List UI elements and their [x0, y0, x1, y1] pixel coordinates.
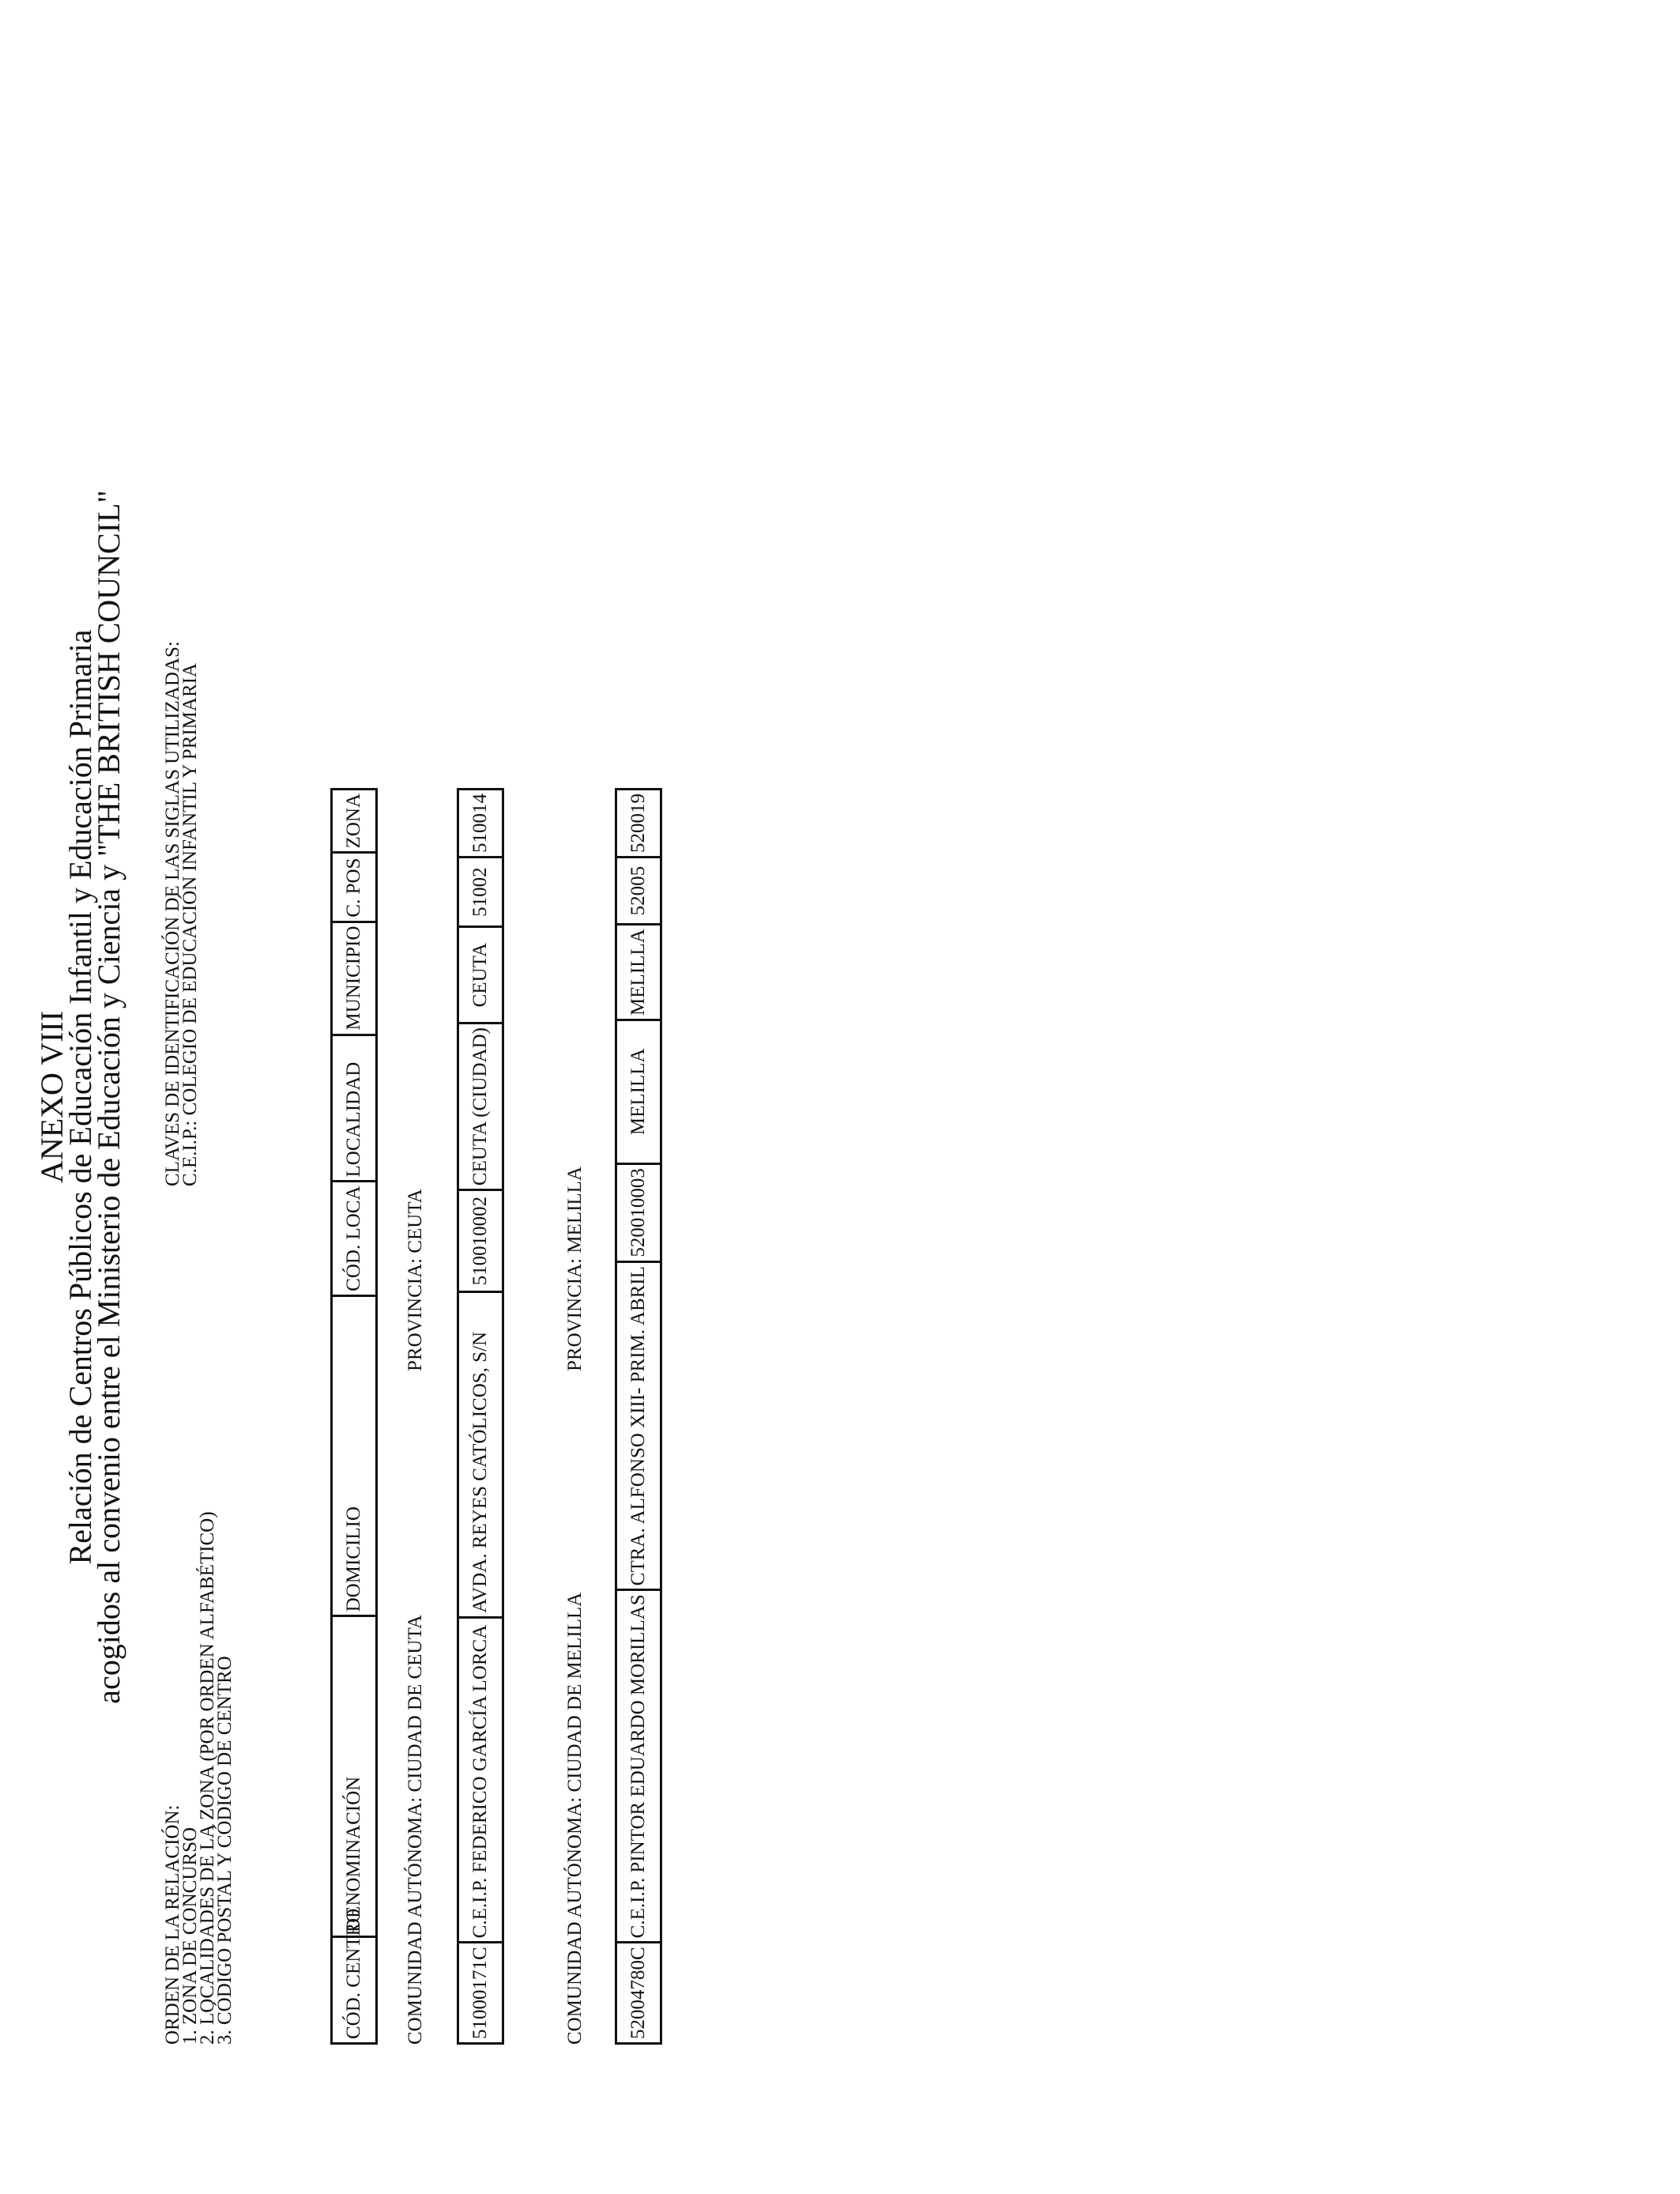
cod-centro-cell: 52004780C: [617, 1941, 660, 2042]
column-header: DOMICILIO: [333, 1295, 375, 1615]
zona-cell: 520019: [627, 794, 649, 853]
column-header: C. POS: [333, 851, 375, 920]
cod-loca-cell: 520010003: [617, 1163, 660, 1261]
orden-item: 3. CÓDIGO POSTAL Y CÓDIGO DE CENTRO: [214, 1656, 235, 2045]
denominacion-cell: C.E.I.P. PINTOR EDUARDO MORILLAS: [617, 1589, 660, 1941]
orden-title: ORDEN DE LA RELACIÓN:: [162, 1804, 183, 2045]
codigo-postal-cell: 52005: [617, 856, 660, 923]
column-header: MUNICIPIO: [333, 921, 375, 1034]
zona-cell: 510014: [469, 794, 491, 853]
document-title-line1: Relación de Centros Públicos de Educación Infantil y Educación Primaria: [62, 629, 98, 1565]
domicilio-cell: CTRA. ALFONSO XIII- PRIM. ABRIL: [617, 1261, 660, 1589]
column-header: CÓD. LOCA: [333, 1181, 375, 1295]
cod-loca-cell: 510010002: [459, 1189, 502, 1291]
table-row: [615, 788, 662, 2045]
municipio-cell: MELILLA: [617, 923, 660, 1019]
orden-item: 2. LOCALIDADES DE LA ZONA (POR ORDEN ALFABÉTICO): [197, 1511, 218, 2045]
orden-item: 1. ZONA DE CONCURSO: [179, 1826, 201, 2045]
annex-title: ANEXO VIII: [34, 1010, 70, 1184]
column-header: LOCALIDAD: [333, 1034, 375, 1181]
municipio-cell: CEUTA: [459, 925, 502, 1022]
localidad-cell: CEUTA (CIUDAD): [459, 1022, 502, 1189]
cod-centro-cell: 51000171C: [459, 1941, 502, 2042]
localidad-cell: MELILLA: [617, 1019, 660, 1163]
comunidad-label: COMUNIDAD AUTÓNOMA: CIUDAD DE CEUTA: [405, 1615, 426, 2045]
claves-block: [164, 641, 199, 1186]
column-header: ZONA: [343, 794, 364, 849]
domicilio-cell: AVDA. REYES CATÓLICOS, S/N: [459, 1291, 502, 1616]
claves-item: C.E.I.P.: COLEGIO DE EDUCACIÓN INFANTIL Y PRIMARIA: [179, 662, 201, 1186]
provincia-label: PROVINCIA: CEUTA: [405, 1189, 426, 1371]
table-row: [457, 788, 504, 2045]
orden-block: [164, 1511, 234, 2045]
claves-title: CLAVES DE IDENTIFICACIÓN DE LAS SIGLAS UTILIZADAS:: [162, 641, 183, 1186]
table-header: [330, 788, 378, 2045]
column-header: CÓD. CENTRO: [333, 1936, 375, 2042]
codigo-postal-cell: 51002: [459, 856, 502, 925]
provincia-label: PROVINCIA: MELILLA: [564, 1166, 586, 1371]
column-header: DENOMINACIÓN: [333, 1615, 375, 1936]
document-title-line2: acogidos al convenio entre el Ministerio de Educación y Ciencia y "THE BRITISH COUNCIL": [91, 490, 126, 1704]
denominacion-cell: C.E.I.P. FEDERICO GARCÍA LORCA: [459, 1616, 502, 1942]
comunidad-label: COMUNIDAD AUTÓNOMA: CIUDAD DE MELILLA: [564, 1592, 586, 2045]
